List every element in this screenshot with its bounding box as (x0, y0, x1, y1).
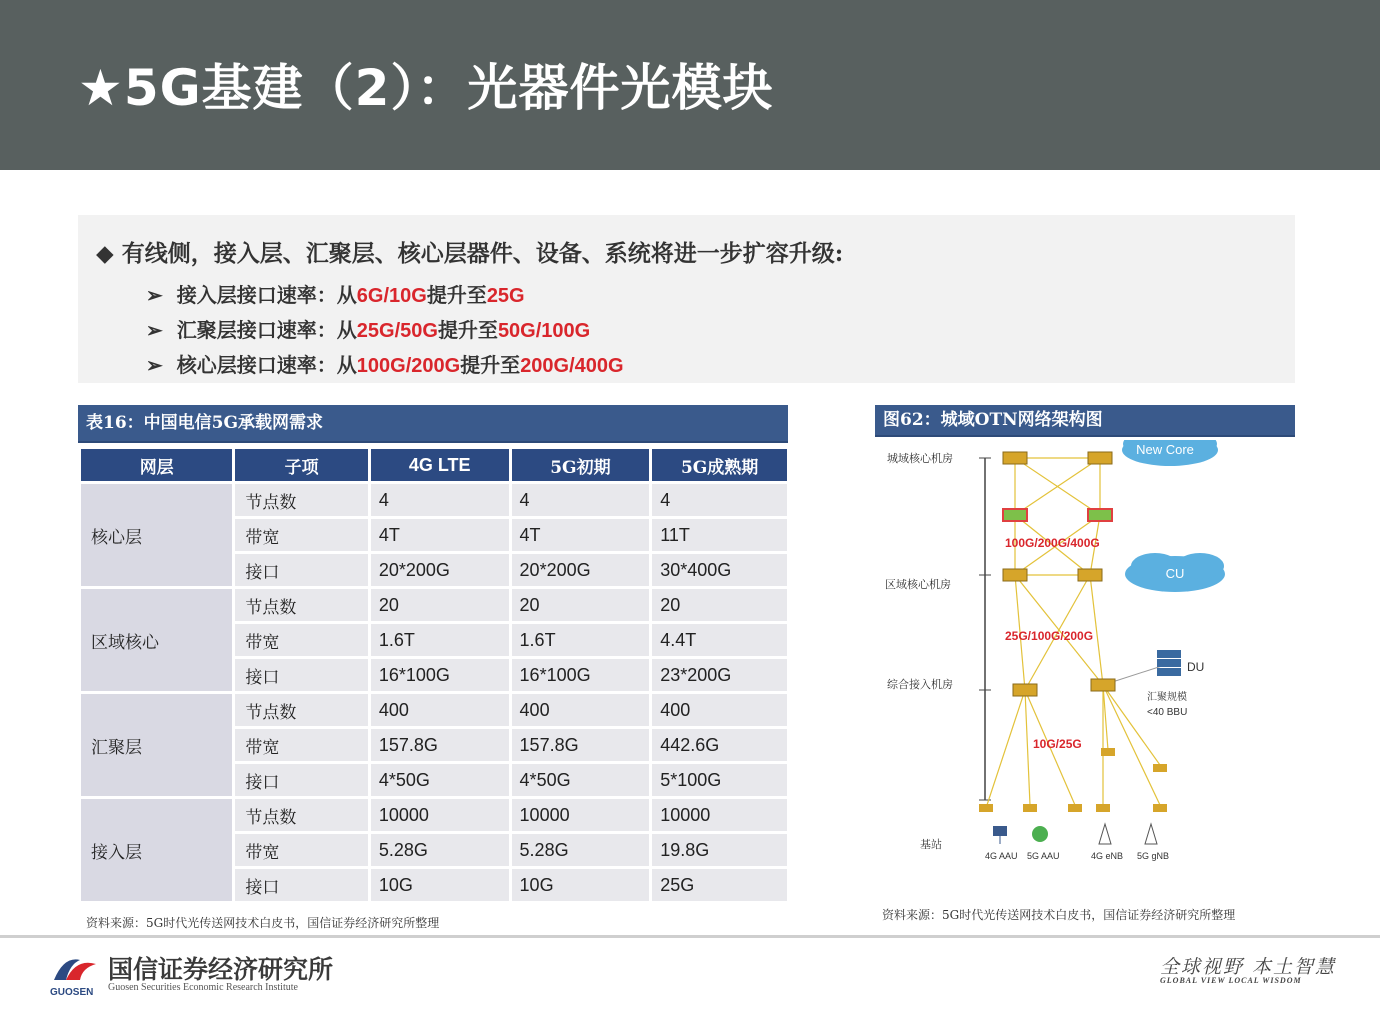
value-cell: 5*100G (652, 764, 787, 796)
aggregation-node (1013, 684, 1037, 696)
table-source: 资料来源：5G时代光传送网技术白皮书，国信证券经济研究所整理 (86, 916, 440, 930)
cu-label: CU (1165, 566, 1185, 581)
item-cell: 节点数 (235, 799, 367, 831)
value-cell: 400 (652, 694, 787, 726)
du-server-icon (1157, 650, 1181, 676)
base-station-icons (993, 824, 1157, 844)
label-4g-enb: 4G eNB (1091, 851, 1124, 861)
rate-label-region: 25G/100G/200G (1005, 629, 1094, 643)
slogan: 全球视野 本土智慧 (1160, 956, 1337, 978)
value-cell: 1.6T (371, 624, 509, 656)
value-cell: 5.28G (371, 834, 509, 866)
aggregation-node (1091, 679, 1115, 691)
table-header-row (81, 449, 787, 481)
page-title: ★5G基建（2）：光器件光模块 (78, 59, 774, 117)
value-cell: 20 (512, 589, 650, 621)
metro-core-node (1088, 452, 1112, 464)
site-node (1096, 804, 1110, 812)
layer-cell: 区域核心 (81, 589, 232, 691)
title-banner (0, 0, 1380, 170)
label-region-core: 区域核心机房 (885, 578, 951, 591)
value-cell: 10000 (371, 799, 509, 831)
label-agg-scale: 汇聚规模 (1147, 692, 1187, 703)
value-cell: 16*100G (371, 659, 509, 691)
table-row (81, 589, 787, 621)
item-cell: 节点数 (235, 589, 367, 621)
value-cell: 4.4T (652, 624, 787, 656)
value-cell: 400 (371, 694, 509, 726)
rate-to: 200G/400G (520, 355, 624, 377)
sub-bullet-aggregation (146, 314, 590, 343)
col-header-5g-early: 5G初期 (512, 449, 650, 481)
sub-bullet-mid: 提升至 (460, 353, 521, 377)
arrow-icon: ➢ (146, 283, 163, 307)
value-cell: 4 (512, 484, 650, 516)
value-cell: 10000 (652, 799, 787, 831)
col-header-4g: 4G LTE (371, 449, 509, 481)
rate-label-access: 10G/25G (1033, 737, 1082, 751)
value-cell: 157.8G (371, 729, 509, 761)
layer-cell: 接入层 (81, 799, 232, 901)
core-router-node (1088, 509, 1112, 521)
value-cell: 1.6T (512, 624, 650, 656)
rate-label-core: 100G/200G/400G (1005, 536, 1100, 550)
aau-5g-icon (1032, 826, 1048, 842)
sub-bullet-label: 汇聚层接口速率：从 (176, 318, 357, 342)
value-cell: 10G (371, 869, 509, 901)
col-header-5g-mature: 5G成熟期 (652, 449, 787, 481)
value-cell: 10G (512, 869, 650, 901)
value-cell: 19.8G (652, 834, 787, 866)
label-bbu: <40 BBU (1147, 707, 1188, 718)
site-node (1153, 764, 1167, 772)
sub-bullet-mid: 提升至 (426, 283, 487, 307)
layer-cell: 汇聚层 (81, 694, 232, 796)
new-core-label: New Core (1136, 442, 1194, 457)
col-header-layer: 网层 (81, 449, 232, 481)
arrow-icon: ➢ (146, 318, 163, 342)
table-row (81, 799, 787, 831)
label-metro-core: 城域核心机房 (887, 452, 953, 465)
value-cell: 10000 (512, 799, 650, 831)
value-cell: 4*50G (512, 764, 650, 796)
table-row (81, 694, 787, 726)
value-cell: 4T (512, 519, 650, 551)
value-cell: 442.6G (652, 729, 787, 761)
col-header-item: 子项 (235, 449, 367, 481)
aau-4g-icon (993, 826, 1007, 836)
sub-bullet-label: 核心层接口速率：从 (176, 353, 357, 377)
value-cell: 20*200G (371, 554, 509, 586)
sub-bullet-access (146, 279, 525, 308)
value-cell: 20*200G (512, 554, 650, 586)
region-core-node (1003, 569, 1027, 581)
region-core-node (1078, 569, 1102, 581)
value-cell: 4 (652, 484, 787, 516)
sub-bullet-core (146, 349, 624, 378)
label-base-station: 基站 (920, 838, 942, 851)
site-node (979, 804, 993, 812)
rate-from: 25G/50G (356, 320, 438, 342)
value-cell: 157.8G (512, 729, 650, 761)
table-row (81, 484, 787, 516)
main-bullet: ◆ 有线侧，接入层、汇聚层、核心层器件、设备、系统将进一步扩容升级: (96, 240, 844, 267)
arrow-icon: ➢ (146, 353, 163, 377)
figure-caption: 图62：城域OTN网络架构图 (875, 405, 1295, 437)
value-cell: 20 (371, 589, 509, 621)
value-cell: 400 (512, 694, 650, 726)
label-5g-aau: 5G AAU (1027, 851, 1060, 861)
value-cell: 4 (371, 484, 509, 516)
item-cell: 接口 (235, 554, 367, 586)
company-name: 国信证券经济研究所 (108, 955, 334, 984)
item-cell: 接口 (235, 764, 367, 796)
value-cell: 4T (371, 519, 509, 551)
rate-to: 25G (486, 285, 525, 307)
value-cell: 5.28G (512, 834, 650, 866)
value-cell: 25G (652, 869, 787, 901)
item-cell: 带宽 (235, 834, 367, 866)
rate-from: 6G/10G (356, 285, 427, 307)
sub-bullet-label: 接入层接口速率：从 (176, 283, 357, 307)
site-node (1068, 804, 1082, 812)
label-5g-gnb: 5G gNB (1137, 851, 1170, 861)
layer-cell: 核心层 (81, 484, 232, 586)
rate-to: 50G/100G (497, 320, 591, 342)
bearer-network-table (78, 446, 790, 904)
item-cell: 节点数 (235, 484, 367, 516)
site-node (1023, 804, 1037, 812)
otn-architecture-diagram (875, 440, 1295, 870)
company-name-en: Guosen Securities Economic Research Institute (108, 982, 298, 993)
table-caption: 表16：中国电信5G承载网需求 (78, 405, 788, 443)
gnb-5g-icon (1145, 824, 1157, 844)
slogan-en: GLOBAL VIEW LOCAL WISDOM (1160, 976, 1302, 985)
value-cell: 4*50G (371, 764, 509, 796)
rate-from: 100G/200G (356, 355, 461, 377)
key-points-box (78, 215, 1295, 383)
value-cell: 23*200G (652, 659, 787, 691)
core-router-node (1003, 509, 1027, 521)
logo-abbr: GUOSEN (50, 987, 94, 998)
item-cell: 接口 (235, 659, 367, 691)
item-cell: 带宽 (235, 519, 367, 551)
site-node (1101, 748, 1115, 756)
item-cell: 节点数 (235, 694, 367, 726)
new-core-cloud (1122, 440, 1218, 466)
label-du: DU (1187, 660, 1205, 674)
sub-bullet-mid: 提升至 (437, 318, 498, 342)
item-cell: 带宽 (235, 624, 367, 656)
enb-4g-icon (1099, 824, 1111, 844)
value-cell: 16*100G (512, 659, 650, 691)
figure-source: 资料来源：5G时代光传送网技术白皮书，国信证券经济研究所整理 (882, 908, 1236, 922)
value-cell: 20 (652, 589, 787, 621)
value-cell: 30*400G (652, 554, 787, 586)
cu-cloud (1125, 553, 1225, 592)
metro-core-node (1003, 452, 1027, 464)
footer-divider (0, 935, 1380, 938)
label-4g-aau: 4G AAU (985, 851, 1018, 861)
item-cell: 带宽 (235, 729, 367, 761)
value-cell: 11T (652, 519, 787, 551)
label-aggregation: 综合接入机房 (887, 678, 953, 691)
site-node (1153, 804, 1167, 812)
item-cell: 接口 (235, 869, 367, 901)
